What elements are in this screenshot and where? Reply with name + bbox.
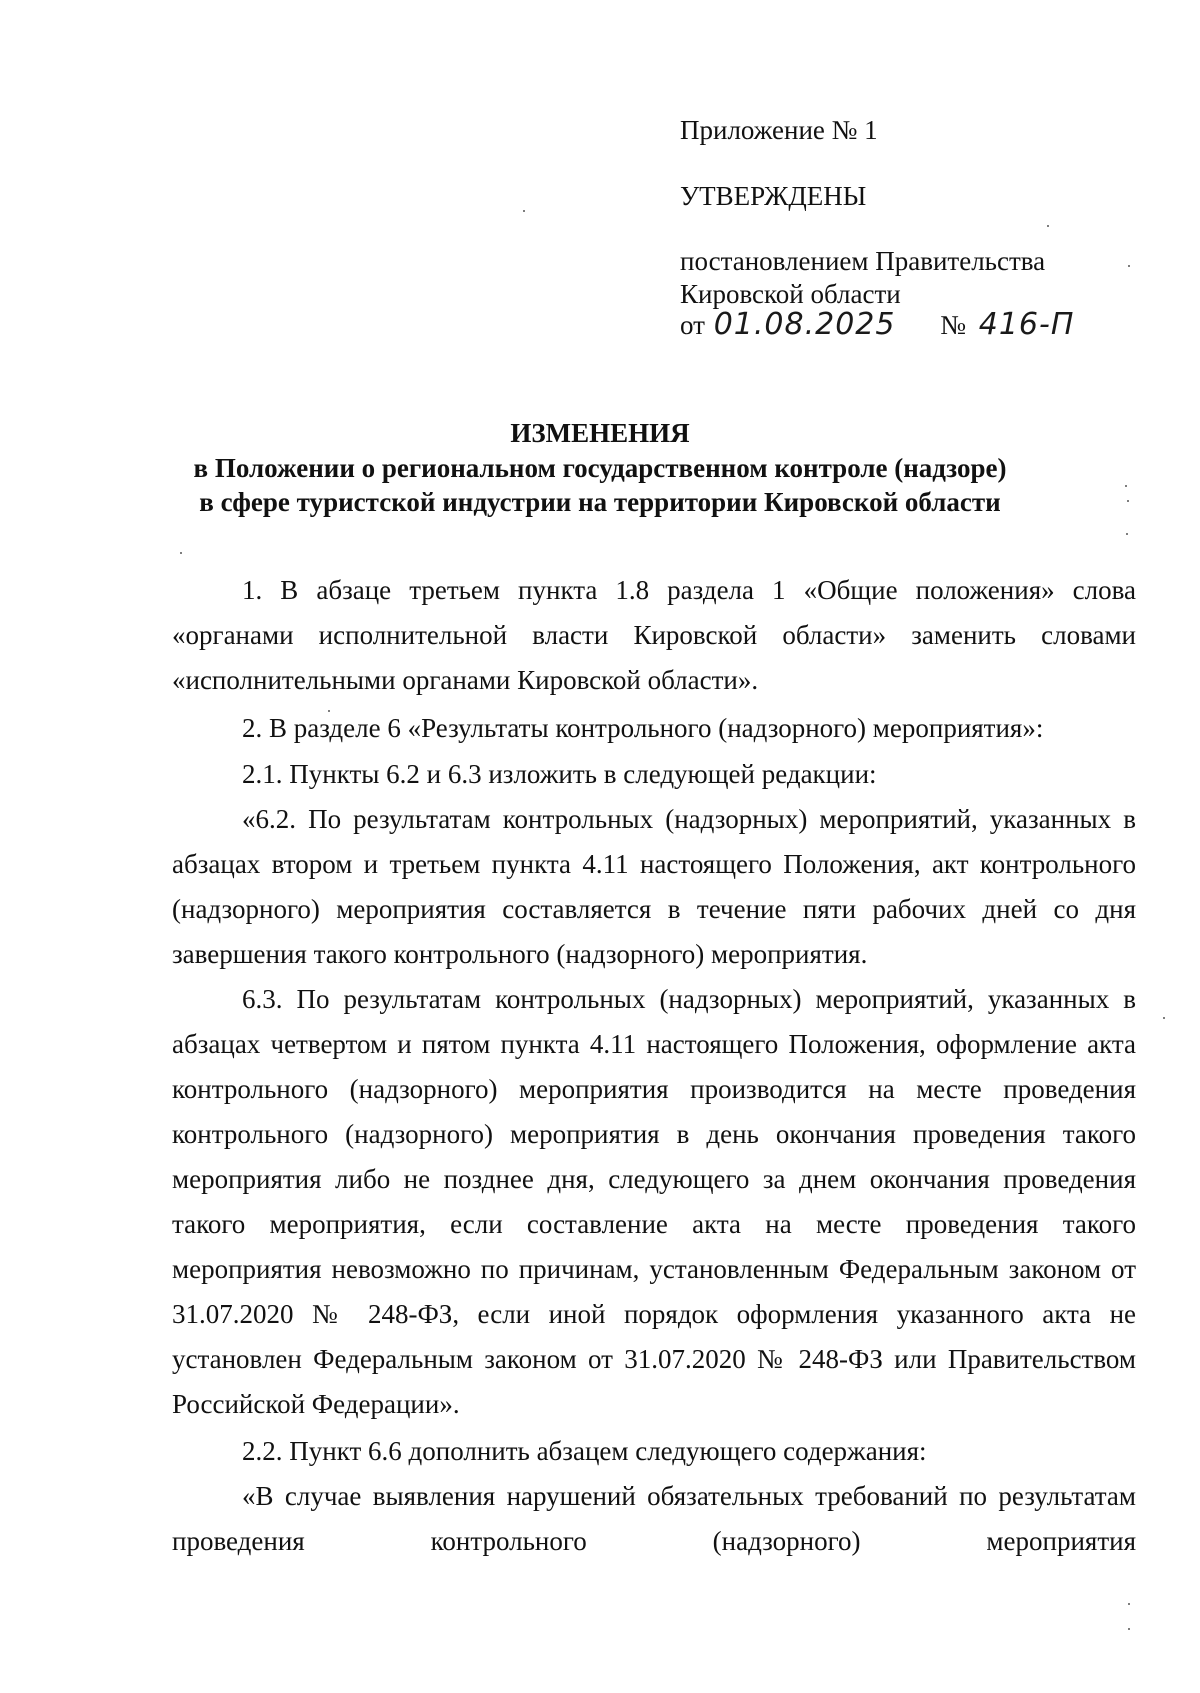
paragraph-1: 1. В абзаце третьем пункта 1.8 раздела 1 «Общие положения» слова «органами исполнительной власти Кировской области» заменить словами «исполнительными органами Кировской области». xyxy=(172,575,1136,695)
scan-speck xyxy=(180,552,182,554)
paragraph-7: «В случае выявления нарушений обязательных требований по результатам проведения контрольного (надзорного) мероприятия xyxy=(172,1481,1136,1556)
date-prefix: от xyxy=(680,310,705,340)
scan-speck xyxy=(1128,1603,1130,1605)
scan-speck xyxy=(1128,265,1130,267)
document-subtitle-line2: в сфере туристской индустрии на территории Кировской области xyxy=(199,487,1001,517)
approved-label: УТВЕРЖДЕНЫ xyxy=(680,181,867,211)
paragraph-5: 6.3. По результатам контрольных (надзорных) мероприятий, указанных в абзацах четвертом и пятом пункта 4.11 настоящего Положения, оформление акта контрольного (надзорного) мероприятия производится на месте проведения контрольного (надзорного) мероприятия в день окончания проведения такого мероприятия либо не позднее дня, следующего за днем окончания проведения такого мероприятия, если составление акта на месте проведения такого мероприятия невозможно по причинам, установленным Федеральным законом от 31.07.2020 № 248-ФЗ, если иной порядок оформления указанного акта не установлен Федеральным законом от 31.07.2020 № 248-ФЗ или Правительством Российской Федерации». xyxy=(172,984,1136,1419)
handwritten-date: 01.08.2025 xyxy=(713,307,896,342)
approved-by-line1: постановлением Правительства xyxy=(680,246,1046,276)
approved-by-line2: Кировской области xyxy=(680,279,901,309)
number-prefix: № xyxy=(940,310,966,340)
appendix-label: Приложение № 1 xyxy=(680,115,878,145)
scan-speck xyxy=(1128,1628,1130,1630)
paragraph-4: «6.2. По результатам контрольных (надзорных) мероприятий, указанных в абзацах втором и третьем пункта 4.11 настоящего Положения, акт контрольного (надзорного) мероприятия составляется в течение пяти рабочих дней со дня завершения такого контрольного (надзорного) мероприятия. xyxy=(172,804,1136,969)
scan-speck xyxy=(1047,225,1049,227)
scan-speck xyxy=(1163,1017,1165,1019)
paragraph-2: 2. В разделе 6 «Результаты контрольного (надзорного) мероприятия»: xyxy=(242,713,1044,743)
paragraph-3: 2.1. Пункты 6.2 и 6.3 изложить в следующей редакции: xyxy=(242,759,877,789)
document-heading: ИЗМЕНЕНИЯ xyxy=(510,418,690,448)
handwritten-number: 416-П xyxy=(978,307,1075,342)
scan-speck xyxy=(1126,533,1128,535)
paragraph-6: 2.2. Пункт 6.6 дополнить абзацем следующего содержания: xyxy=(242,1436,927,1466)
document-subtitle-line1: в Положении о региональном государственном контроле (надзоре) xyxy=(193,453,1007,483)
scan-speck xyxy=(523,210,525,212)
date-number-line xyxy=(680,307,1075,342)
